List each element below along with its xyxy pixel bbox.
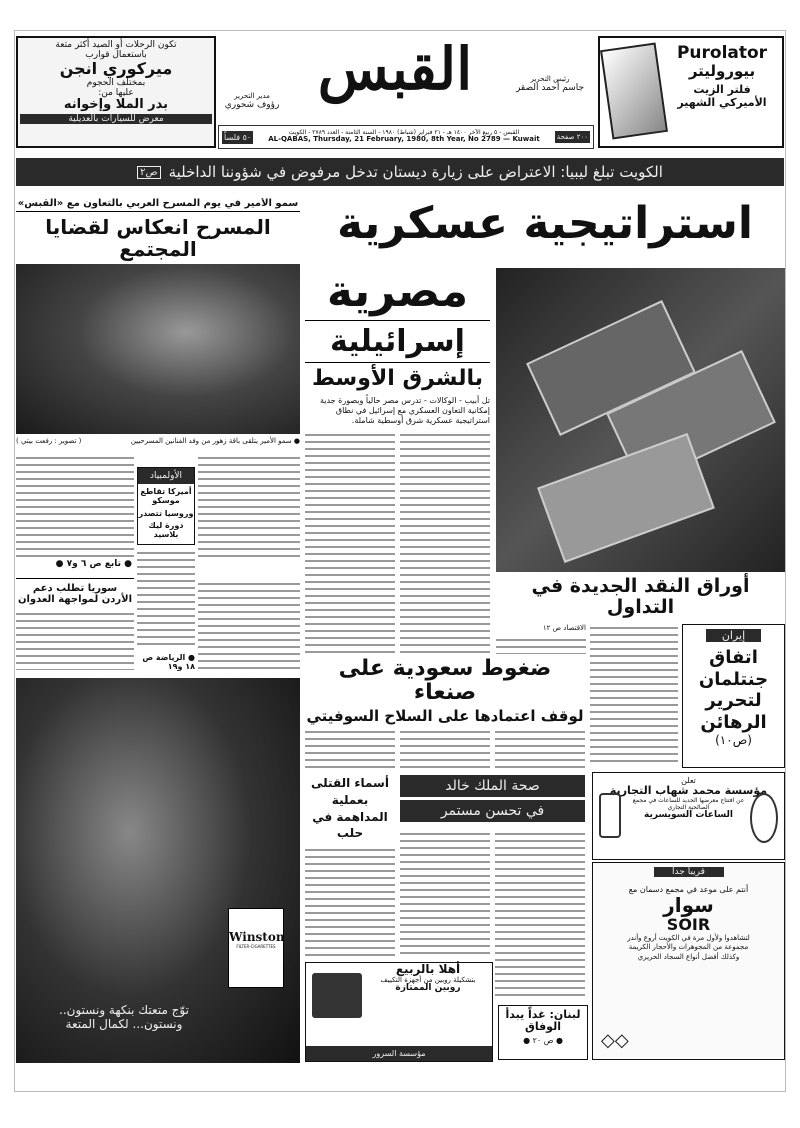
price-abroad: ٢٠٠ صفحة [556,133,588,141]
olympics-line: دورة ليك بلاسيد [148,521,184,540]
olympics-line: أميركا تقاطع موسكو [140,487,192,505]
newspaper-logo: القبس [317,35,473,103]
saudi-section [305,657,585,771]
ad-footer: معرض للسيارات بالعديلية [20,114,212,124]
text-block [496,636,586,654]
managing-editor: مدير التحرير رؤوف شحوري [224,92,280,110]
saudi-subheadline: لوقف اعتمادها على السلاح السوفيتي [306,707,584,726]
syria-headline: سوريا تطلب دعم الأردن لمواجهة العدوان [16,578,134,605]
banner-headline: الكويت تبلغ ليبيا: الاعتراض على زيارة ديستان تدخل مرفوض في شؤوننا الداخلية ص٢ [16,158,784,186]
price: ٥٠ فلساً [224,132,252,142]
main-intro: تل أبيب - الوكالات - تدرس مصر حالياً وبصورة جدية إمكانية التعاون العسكري مع إسرائيل في نطاق استراتيجية عسكرية شرق أوسطية شاملة. [319,395,490,426]
text-block [16,454,134,557]
ad-line: تكون الرحلات أو الصيد أكثر متعة [55,40,177,50]
slogan: توّج متعتك بنكهة ونستون.. ونستون... لكمال المتعة [59,1003,189,1031]
iran-headline: اتفاق جنتلمان لتحرير الرهائن [698,647,769,733]
main-headline-2: مصرية [305,268,490,321]
ad-soir: قريباً جداً أنتم على موعد في مجمع دسمان مع سوار SOIR لتشاهدوا ولأول مرة في الكويت أروع وأندر مجموعة من المجوهرات والأحجار الكريمة وكذلك أفضل أنواع السجاد الحريري ◇◇ [592,862,785,1060]
text-block [590,624,678,764]
text-block [305,846,395,957]
aleppo-column [305,775,395,957]
left-story-kicker: سمو الأمير في يوم المسرح العربي بالتعاون مع «القبس» [16,198,300,212]
ad-watch: تعلن مؤسسة محمد شهاب التجارية عن افتتاح معرضها الجديد للساعات في مجمع الصالحية التجاري الساعات السويسرية [592,772,785,860]
economy-ref: الاقتصاد ص ١٢ [542,624,586,632]
tagline: فلتر الزيت الأميركي الشهير [677,83,767,110]
left-story-headline: المسرح انعكاس لقضايا المجتمع [45,215,271,261]
left-story [16,198,300,434]
watch-icon [599,793,621,838]
saudi-headline: ضغوط سعودية على صنعاء [338,657,552,706]
currency-photo [496,268,785,572]
text-block [198,454,300,557]
olympics-label: الأولمبياد [138,468,194,484]
editor-in-chief: رئيس التحرير جاسم أحمد الصقر [515,75,585,93]
olympics-line: وروسيا تتصدر [138,508,194,518]
main-column [305,268,490,654]
date-ar: القبس - ٥ ربيع الآخر ١٤٠٠ هـ - ٢١ فبراير (شباط) ١٩٨٠ - السنة الثامنة - العدد ٢٧٨٩ - الكويت [288,128,520,136]
king-line: في تحسن مستمر [400,800,585,822]
king-line: صحة الملك خالد [400,775,585,797]
date-en: AL-QABAS, Thursday, 21 February, 1980, 8th Year, No 2789 — Kuwait [268,135,540,144]
air-conditioner-icon [312,973,362,1018]
brand-en: Purolator [676,43,768,63]
product-box [600,43,668,140]
diamond-icon: ◇◇ [601,1030,629,1051]
photo-caption: ● سمو الأمير يتلقى باقة زهور من وفد الفنانين المسرحيين ( تصوير : رفعت بيتي ) [16,437,300,445]
ad-rubin: أهلا بالربيع بتشكيلة روبين من أجهزة التكييف روبين الممتازة مؤسسة السرور [305,962,493,1062]
text-block [400,728,490,771]
text-block [400,431,490,654]
olympics-box [137,467,195,545]
ad-winston [16,678,300,1063]
aleppo-headline: أسماء القتلى بعملية المداهمة في حلب [311,776,389,841]
continued-ref: ● تابع ص ٦ و٧ ● [55,559,132,569]
main-headline-3: إسرائيلية [305,321,490,363]
ad-mercury [16,36,216,148]
ad-dealer: بدر الملا وإخوانه [63,96,169,112]
iran-ref: (ص١٠) [715,733,752,748]
main-headline-4: بالشرق الأوسط [312,366,483,392]
ad-purolator [598,36,784,148]
iran-label: إيران [706,629,761,642]
iran-box [682,624,785,768]
olympics-column [137,467,195,672]
king-khalid-box [400,775,585,822]
ad-line: بمختلف الحجوم [86,77,146,88]
page-ref: ص٢ [137,166,160,179]
text-block [305,431,395,654]
text-block [400,830,490,955]
sports-ref: ● الرياضة ص ١٨ و١٩ [142,653,195,672]
currency-headline: أوراق النقد الجديدة في التداول [531,575,750,618]
text-block [16,610,134,670]
brand-ar: بيوروليتر [688,61,756,80]
watch-icon [750,793,778,843]
main-headline: استراتيجية عسكرية [337,198,753,249]
emir-photo [16,264,300,434]
cigarette-pack: Winston FILTER-CIGARETTES [228,908,284,988]
text-block [137,549,195,650]
text-block [495,830,585,1000]
date-strip [218,125,594,149]
ad-line: عليها من: [98,87,134,98]
text-block [198,580,300,670]
lebanon-box: لبنان: غداً يبدأ الوفاق ● ص ٢٠ ● [498,1005,588,1060]
text-block [305,728,395,771]
ad-line: باستعمال قوارب [85,50,147,60]
ad-brand: ميركوري انجن [59,59,173,78]
text-block [495,728,585,771]
